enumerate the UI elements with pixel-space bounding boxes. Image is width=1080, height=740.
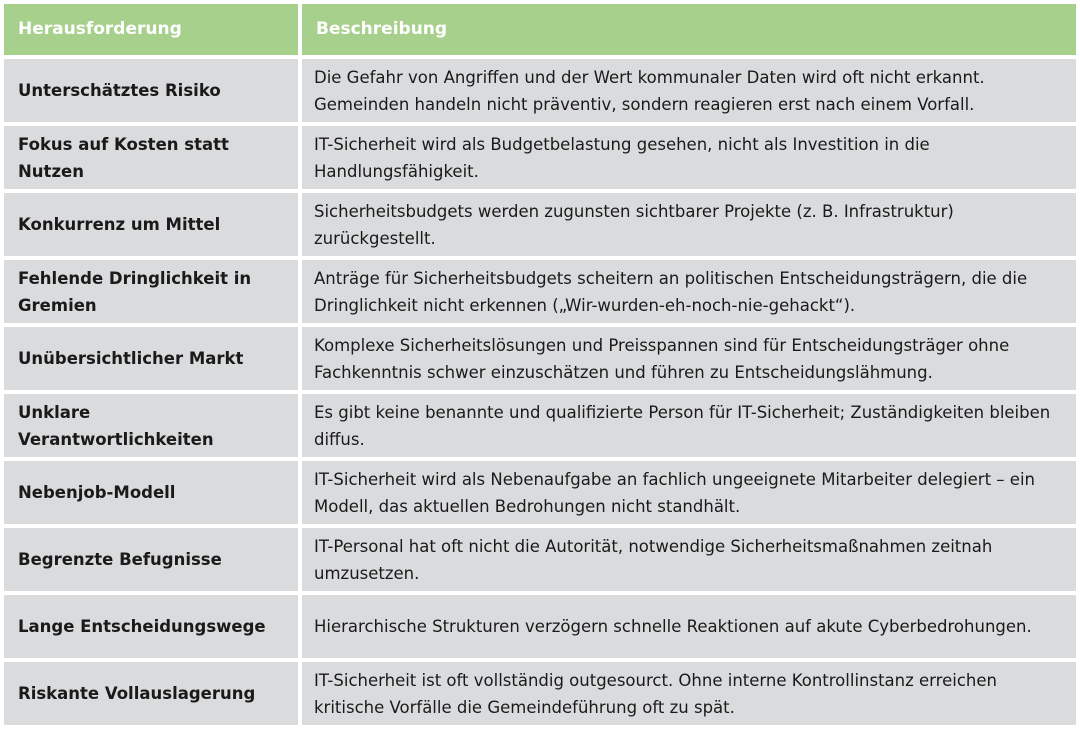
row-challenge: Fehlende Dringlichkeit in Gremien: [4, 260, 298, 323]
row-challenge: Lange Entscheidungswege: [4, 595, 298, 658]
row-challenge: Unübersichtlicher Markt: [4, 327, 298, 390]
row-description: Hierarchische Strukturen verzögern schnelle Reaktionen auf akute Cyberbedrohungen.: [302, 595, 1076, 658]
row-challenge: Fokus auf Kosten statt Nutzen: [4, 126, 298, 189]
challenges-table: [4, 4, 1076, 725]
row-description: IT-Sicherheit wird als Budgetbelastung gesehen, nicht als Investition in die Handlungsfähigkeit.: [302, 126, 1076, 189]
row-description: IT-Sicherheit wird als Nebenaufgabe an fachlich ungeeignete Mitarbeiter delegiert – ein Modell, das aktuellen Bedrohungen nicht standhält.: [302, 461, 1076, 524]
row-challenge: Nebenjob-Modell: [4, 461, 298, 524]
row-challenge: Konkurrenz um Mittel: [4, 193, 298, 256]
row-challenge: Unklare Verantwortlichkeiten: [4, 394, 298, 457]
header-challenge: Herausforderung: [4, 4, 298, 55]
row-description: Sicherheitsbudgets werden zugunsten sichtbarer Projekte (z. B. Infrastruktur) zurückgestellt.: [302, 193, 1076, 256]
row-challenge: Unterschätztes Risiko: [4, 59, 298, 122]
header-description: Beschreibung: [302, 4, 1076, 55]
row-challenge: Riskante Vollauslagerung: [4, 662, 298, 725]
row-description: Es gibt keine benannte und qualifizierte Person für IT-Sicherheit; Zuständigkeiten bleiben diffus.: [302, 394, 1076, 457]
row-challenge: Begrenzte Befugnisse: [4, 528, 298, 591]
row-description: Die Gefahr von Angriffen und der Wert kommunaler Daten wird oft nicht erkannt. Gemeinden handeln nicht präventiv, sondern reagieren erst nach einem Vorfall.: [302, 59, 1076, 122]
row-description: IT-Personal hat oft nicht die Autorität, notwendige Sicherheitsmaßnahmen zeitnah umzusetzen.: [302, 528, 1076, 591]
row-description: IT-Sicherheit ist oft vollständig outgesourct. Ohne interne Kontrollinstanz erreichen kritische Vorfälle die Gemeindeführung oft zu spät.: [302, 662, 1076, 725]
row-description: Anträge für Sicherheitsbudgets scheitern an politischen Entscheidungsträgern, die die Dringlichkeit nicht erkennen („Wir-wurden-eh-noch-nie-gehackt“).: [302, 260, 1076, 323]
row-description: Komplexe Sicherheitslösungen und Preisspannen sind für Entscheidungsträger ohne Fachkenntnis schwer einzuschätzen und führen zu Entscheidungslähmung.: [302, 327, 1076, 390]
